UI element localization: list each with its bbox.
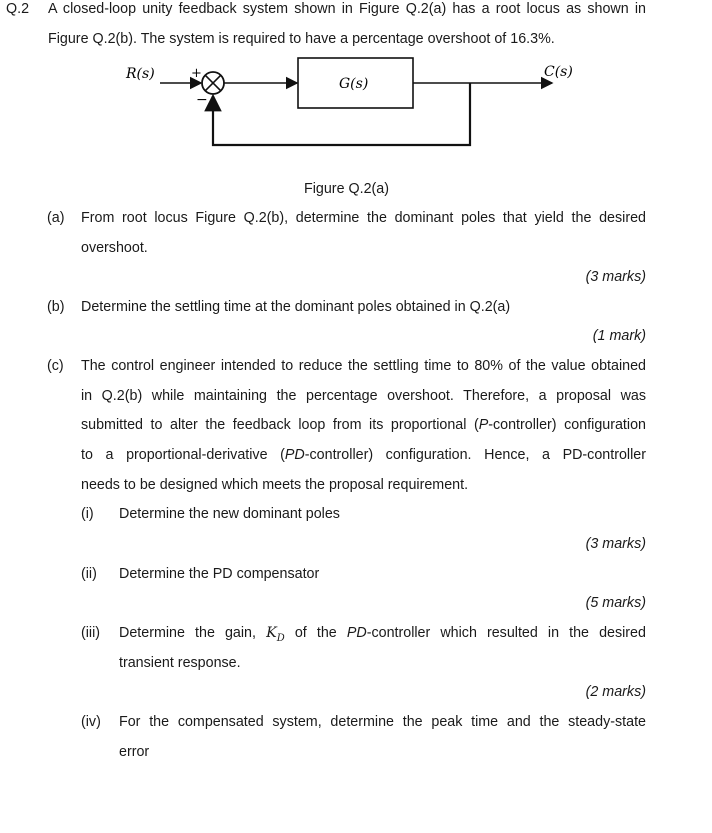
sub-ii-label: (ii)	[81, 566, 97, 582]
part-c-line5: needs to be designed which meets the proposal requirement.	[81, 477, 469, 493]
part-c-label: (c)	[47, 358, 64, 374]
summing-junction	[202, 72, 224, 94]
question-intro-line1: A closed-loop unity feedback system shown in Figure Q.2(a) has a root locus as shown in	[48, 1, 646, 17]
sub-ii-marks: (5 marks)	[585, 595, 646, 611]
figure-caption: Figure Q.2(a)	[304, 181, 390, 197]
sub-iii-line1: Determine the gain, $K_D$ of the PD-controller which resulted in the desired	[119, 625, 646, 644]
minus-sign: −	[196, 92, 208, 108]
input-label: R(s)	[126, 66, 155, 82]
part-b-label: (b)	[47, 299, 65, 315]
sub-iv-line1: For the compensated system, determine the peak time and the steady-state	[119, 714, 646, 730]
gain-symbol: $K_D$	[266, 625, 285, 644]
sub-iii-marks: (2 marks)	[585, 684, 646, 700]
question-intro-line2: Figure Q.2(b). The system is required to have a percentage overshoot of 16.3%.	[48, 31, 555, 47]
part-c-line1: The control engineer intended to reduce the settling time to 80% of the value obtained	[81, 358, 646, 374]
part-c-line4: to a proportional-derivative (PD-controller) configuration. Hence, a PD-controller	[81, 447, 646, 463]
part-b-marks: (1 mark)	[592, 328, 646, 344]
sub-iv-line2: error	[119, 744, 150, 760]
part-a-marks: (3 marks)	[585, 269, 646, 285]
sub-iv-label: (iv)	[81, 714, 101, 730]
sub-iii-line2: transient response.	[119, 655, 241, 671]
sub-i-marks: (3 marks)	[585, 536, 646, 552]
plant-label: G(s)	[339, 76, 369, 92]
part-c-line3: submitted to alter the feedback loop from its proportional (P-controller) configuration	[81, 417, 646, 433]
sub-iii-label: (iii)	[81, 625, 101, 641]
plus-sign: +	[191, 66, 202, 81]
output-label: C(s)	[544, 64, 573, 80]
part-a-label: (a)	[47, 210, 65, 226]
sub-ii-text: Determine the PD compensator	[119, 566, 320, 582]
part-a-line1: From root locus Figure Q.2(b), determine the dominant poles that yield the desired	[81, 210, 646, 226]
part-c-line2: in Q.2(b) while maintaining the percentage overshoot. Therefore, a proposal was	[81, 388, 646, 404]
part-b-text: Determine the settling time at the dominant poles obtained in Q.2(a)	[81, 299, 511, 315]
part-a-line2: overshoot.	[81, 240, 148, 256]
sub-i-label: (i)	[81, 506, 94, 522]
question-number: Q.2	[6, 1, 30, 17]
sub-i-text: Determine the new dominant poles	[119, 506, 340, 522]
